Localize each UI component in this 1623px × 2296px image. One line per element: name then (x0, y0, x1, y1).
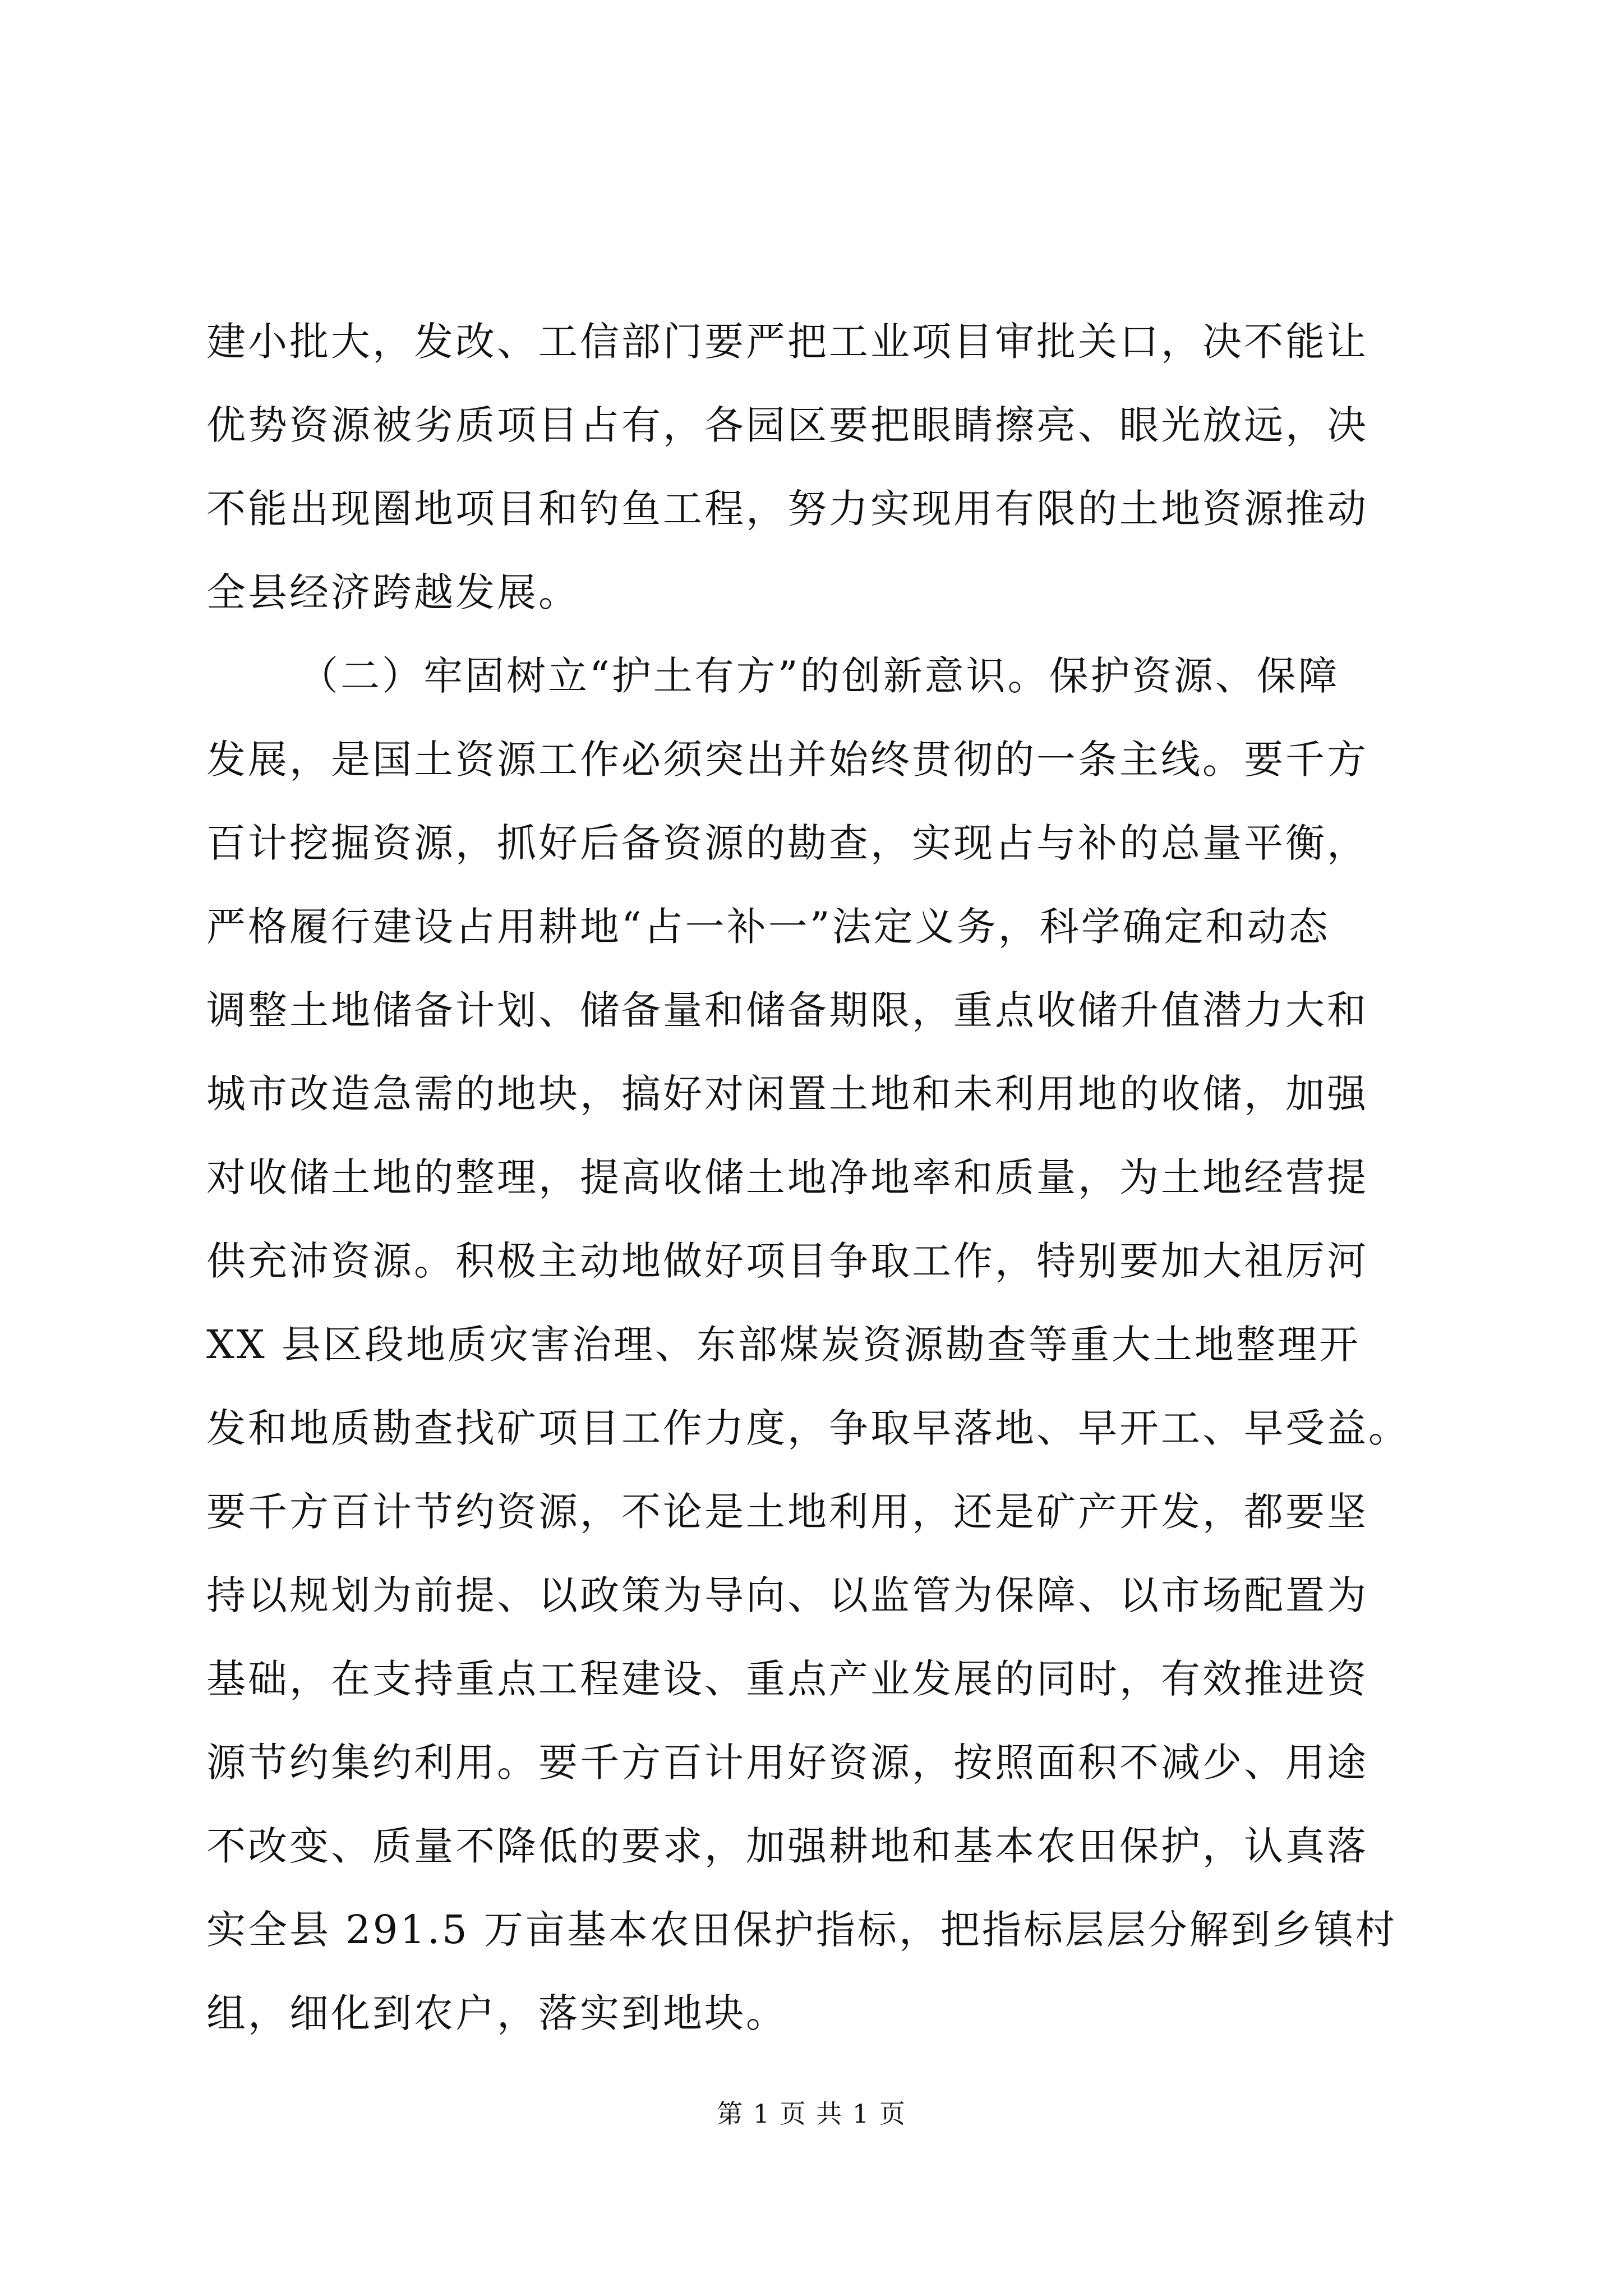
text-line: 组，细化到农户，落实到地块。 (206, 1990, 787, 2036)
text-line: 发和地质勘查找矿项目工作力度，争取早落地、早开工、早受益。 (206, 1405, 1410, 1451)
text-line: 优势资源被劣质项目占有，各园区要把眼睛擦亮、眼光放远，决 (206, 402, 1368, 448)
text-line: 供充沛资源。积极主动地做好项目争取工作，特别要加大祖厉河 (206, 1238, 1368, 1284)
text-line: 建小批大，发改、工信部门要严把工业项目审批关口，决不能让 (206, 319, 1368, 365)
text-line: 要千方百计节约资源，不论是土地利用，还是矿产开发，都要坚 (206, 1489, 1368, 1535)
text-line: XX 县区段地质灾害治理、东部煤炭资源勘查等重大土地整理开 (206, 1322, 1361, 1368)
text-line: 持以规划为前提、以政策为导向、以监管为保障、以市场配置为 (206, 1572, 1368, 1618)
text-line: 对收储土地的整理，提高收储土地净地率和质量，为土地经营提 (206, 1154, 1368, 1200)
text-line: 发展，是国土资源工作必须突出并始终贯彻的一条主线。要千方 (206, 737, 1368, 783)
text-line: 调整土地储备计划、储备量和储备期限，重点收储升值潜力大和 (206, 987, 1368, 1033)
text-line: 百计挖掘资源，抓好后备资源的勘查，实现占与补的总量平衡， (206, 820, 1368, 866)
text-line: 不改变、质量不降低的要求，加强耕地和基本农田保护，认真落 (206, 1823, 1368, 1869)
page-number-footer: 第 1 页 共 1 页 (717, 2099, 906, 2129)
text-line: 不能出现圈地项目和钓鱼工程，努力实现用有限的土地资源推动 (206, 486, 1368, 532)
body-text (206, 300, 1426, 2055)
text-line: 严格履行建设占用耕地“占一补一”法定义务，科学确定和动态 (206, 904, 1330, 950)
text-line: 城市改造急需的地块，搞好对闲置土地和未利用地的收储，加强 (206, 1071, 1368, 1117)
text-line: 源节约集约利用。要千方百计用好资源，按照面积不减少、用途 (206, 1740, 1368, 1786)
paragraph-first-line: （二）牢固树立“护土有方”的创新意识。保护资源、保障 (299, 653, 1340, 699)
text-line: 实全县 291.5 万亩基本农田保护指标，把指标层层分解到乡镇村 (206, 1907, 1397, 1953)
text-line: 全县经济跨越发展。 (206, 569, 580, 615)
text-line: 基础，在支持重点工程建设、重点产业发展的同时，有效推进资 (206, 1656, 1368, 1702)
